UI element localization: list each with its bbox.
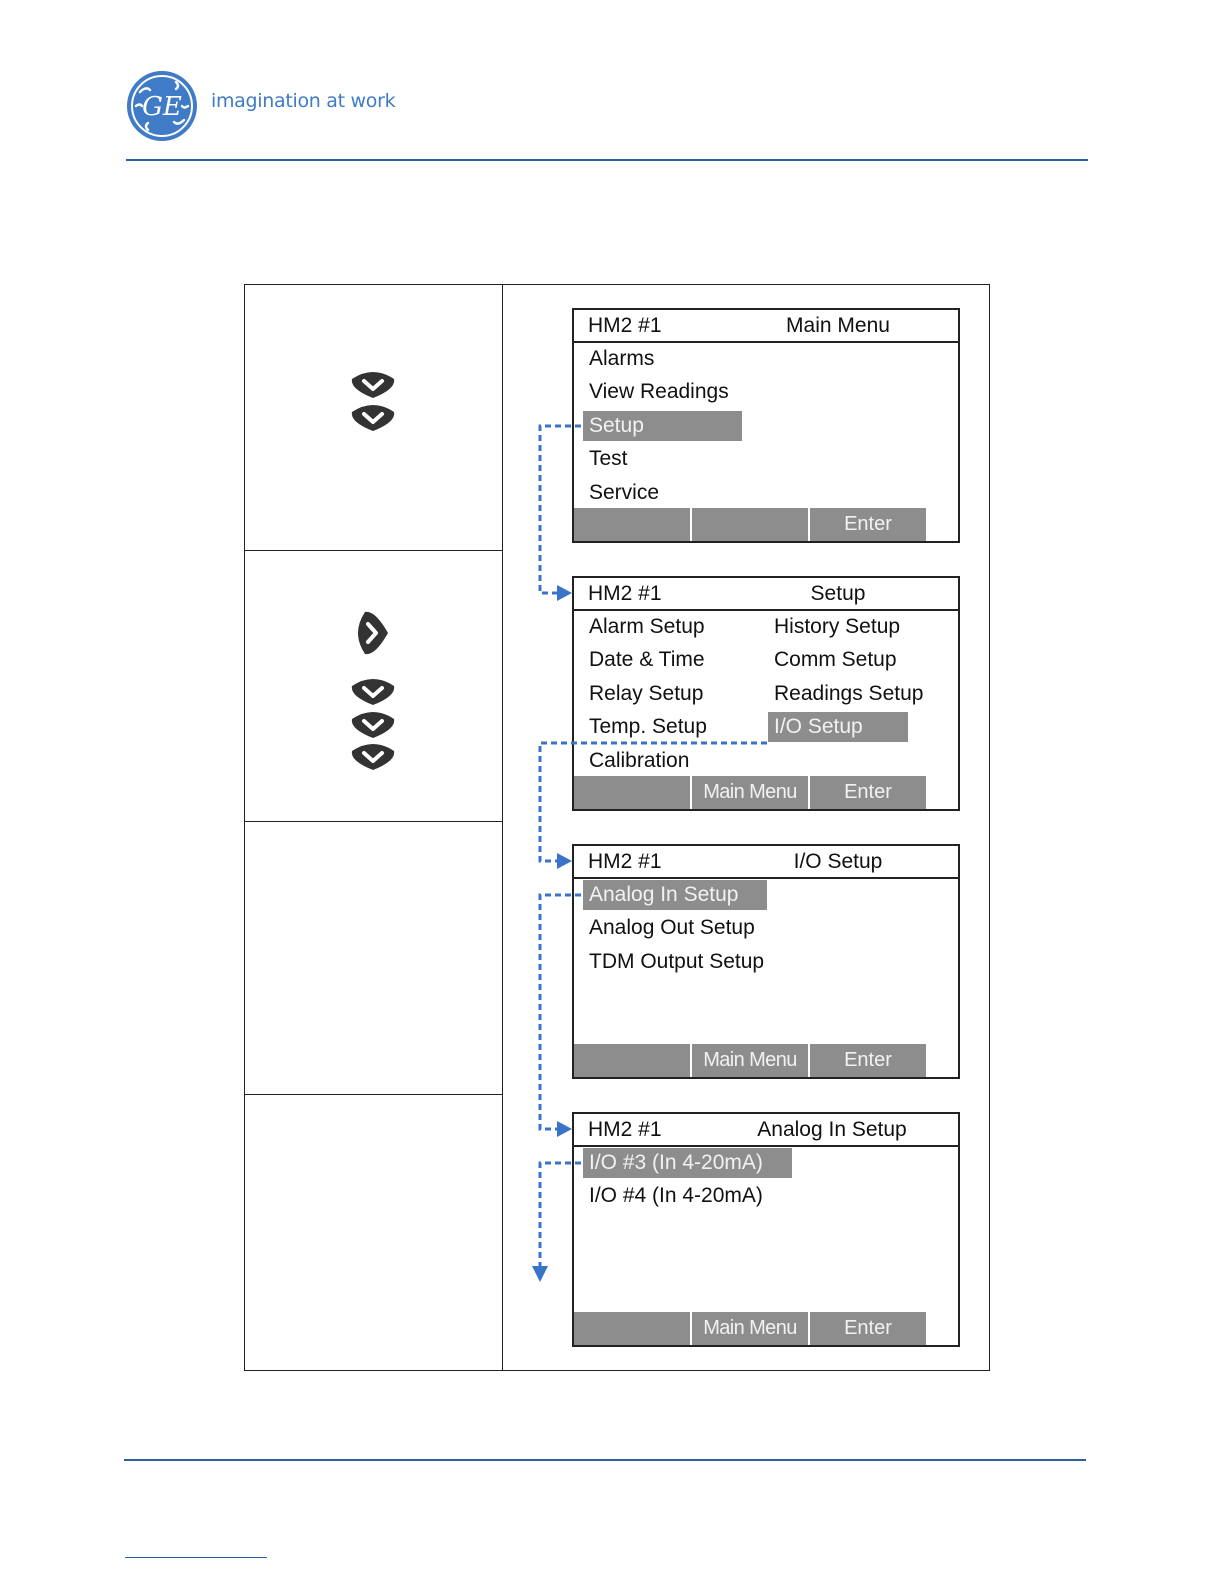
- logo-text: GE: [142, 92, 182, 122]
- device-label: HM2 #1: [588, 1118, 662, 1141]
- menu-item-tdm-output-setup[interactable]: TDM Output Setup: [589, 950, 765, 973]
- screen-header: [574, 1114, 958, 1147]
- brand-tagline: imagination at work: [211, 90, 396, 112]
- softkey-enter[interactable]: Enter: [810, 1312, 926, 1345]
- ge-logo-icon: [126, 70, 198, 142]
- down-arrow-key-icon: [350, 371, 396, 399]
- menu-item-date-time[interactable]: Date & Time: [589, 648, 705, 671]
- menu-item-calibration[interactable]: Calibration: [589, 749, 690, 772]
- screen-title: Setup: [810, 582, 866, 605]
- menu-item-io-setup-selected[interactable]: I/O Setup: [768, 712, 908, 742]
- softkey-bar: [574, 1312, 926, 1345]
- screen-header: [574, 846, 958, 879]
- down-arrow-key-icon: [350, 404, 396, 432]
- row-divider: [245, 550, 503, 551]
- screen-setup: [572, 576, 960, 811]
- screen-title: I/O Setup: [793, 850, 883, 873]
- softkey-main-menu[interactable]: Main Menu: [692, 1312, 808, 1345]
- down-arrow-key-icon: [350, 678, 396, 706]
- screen-header: [574, 310, 958, 343]
- menu-item-comm-setup[interactable]: Comm Setup: [774, 648, 897, 671]
- footnote-rule: [125, 1557, 267, 1558]
- softkey-bar: [574, 776, 926, 809]
- header-rule: [126, 159, 1088, 161]
- menu-item-view-readings[interactable]: View Readings: [589, 380, 729, 403]
- menu-item-analog-in-setup-selected[interactable]: Analog In Setup: [583, 880, 767, 910]
- screen-io-setup: [572, 844, 960, 1079]
- screen-title: Main Menu: [786, 314, 890, 337]
- softkey-enter[interactable]: Enter: [810, 508, 926, 541]
- softkey-1[interactable]: [574, 508, 690, 541]
- menu-item-analog-out-setup[interactable]: Analog Out Setup: [589, 916, 755, 939]
- ge-logo: [126, 70, 426, 144]
- menu-item-alarm-setup[interactable]: Alarm Setup: [589, 615, 705, 638]
- screen-analog-in-setup: [572, 1112, 960, 1347]
- menu-item-io4[interactable]: I/O #4 (In 4-20mA): [589, 1184, 763, 1207]
- screen-header: [574, 578, 958, 611]
- softkey-main-menu[interactable]: Main Menu: [692, 1044, 808, 1077]
- menu-item-relay-setup[interactable]: Relay Setup: [589, 682, 704, 705]
- menu-item-setup-selected[interactable]: Setup: [583, 411, 742, 441]
- softkey-1[interactable]: [574, 1312, 690, 1345]
- footer-rule: [124, 1459, 1086, 1461]
- device-label: HM2 #1: [588, 850, 662, 873]
- menu-item-alarms[interactable]: Alarms: [589, 347, 655, 370]
- menu-item-io3-selected[interactable]: I/O #3 (In 4-20mA): [583, 1148, 792, 1178]
- device-label: HM2 #1: [588, 314, 662, 337]
- softkey-bar: [574, 1044, 926, 1077]
- right-arrow-key-icon: [357, 610, 389, 656]
- softkey-1[interactable]: [574, 776, 690, 809]
- row-divider: [245, 821, 503, 822]
- column-divider: [502, 285, 503, 1370]
- menu-item-readings-setup[interactable]: Readings Setup: [774, 682, 924, 705]
- row-divider: [245, 1094, 503, 1095]
- down-arrow-key-icon: [350, 743, 396, 771]
- device-label: HM2 #1: [588, 582, 662, 605]
- menu-item-test[interactable]: Test: [589, 447, 628, 470]
- softkey-1[interactable]: [574, 1044, 690, 1077]
- softkey-enter[interactable]: Enter: [810, 1044, 926, 1077]
- menu-item-temp-setup[interactable]: Temp. Setup: [589, 715, 707, 738]
- softkey-2[interactable]: [692, 508, 808, 541]
- down-arrow-key-icon: [350, 711, 396, 739]
- softkey-enter[interactable]: Enter: [810, 776, 926, 809]
- menu-item-history-setup[interactable]: History Setup: [774, 615, 901, 638]
- screen-title: Analog In Setup: [757, 1118, 907, 1141]
- softkey-main-menu[interactable]: Main Menu: [692, 776, 808, 809]
- screen-main-menu: [572, 308, 960, 543]
- menu-item-service[interactable]: Service: [589, 481, 660, 504]
- softkey-bar: [574, 508, 926, 541]
